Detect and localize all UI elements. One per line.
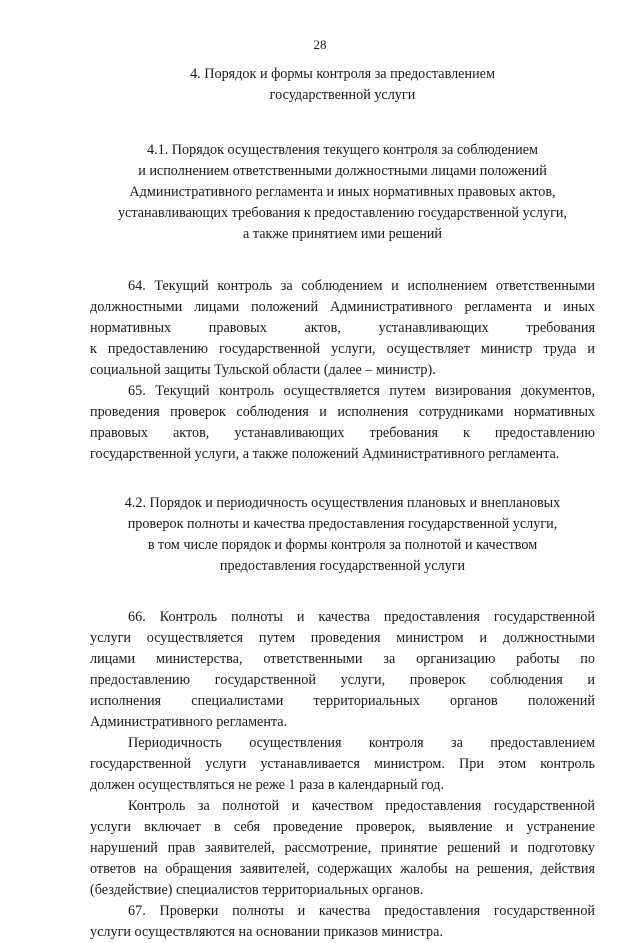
heading-line: 4.1. Порядок осуществления текущего контроля за соблюдением [146, 142, 539, 158]
paragraph-64 [90, 276, 595, 381]
paragraph-line: нормативных правовых актов, устанавливающих требования [90, 320, 595, 336]
heading-line: проверок полноты и качества предоставления государственной услуги, [127, 516, 558, 532]
paragraph-line: услуги осуществляются на основании приказов министра. [90, 924, 443, 940]
paragraph-line: 66. Контроль полноты и качества предоставления государственной [128, 609, 595, 625]
paragraph-periodicity [90, 733, 595, 796]
paragraph-line: 67. Проверки полноты и качества предоставления государственной [128, 903, 595, 919]
heading-line: в том числе порядок и формы контроля за полнотой и качеством [147, 537, 538, 553]
heading-line: 4. Порядок и формы контроля за предоставлением [190, 66, 495, 82]
paragraph-line: должен осуществляться не реже 1 раза в календарный год. [90, 777, 445, 793]
section-4-heading [90, 64, 595, 106]
heading-line: государственной услуги [269, 87, 416, 103]
paragraph-line: 64. Текущий контроль за соблюдением и исполнением ответственными [128, 278, 595, 294]
heading-line: 4.2. Порядок и периодичность осуществления плановых и внеплановых [124, 495, 561, 511]
heading-line: устанавливающих требования к предоставлению государственной услуги, [117, 205, 568, 221]
section-4-2-heading [90, 493, 595, 577]
paragraph-line: услуги включает в себя проведение проверок, выявление и устранение [90, 819, 595, 835]
heading-line: предоставления государственной услуги [219, 558, 466, 574]
paragraph-line: государственной услуги устанавливается министром. При этом контроль [90, 756, 595, 772]
paragraph-67 [90, 901, 595, 943]
paragraph-line: к предоставлению государственной услуги, осуществляет министр труда и [90, 341, 595, 357]
section-4-1-body [90, 276, 595, 465]
paragraph-line: ответов на обращения заявителей, содержащих жалобы на решения, действия [90, 861, 595, 877]
paragraph-line: правовых актов, устанавливающих требования к предоставлению [90, 425, 595, 441]
page-number: 28 [313, 37, 327, 52]
paragraph-line: 65. Текущий контроль осуществляется путем визирования документов, [128, 383, 595, 399]
section-4-2-body [90, 607, 595, 943]
heading-line: а также принятием ими решений [243, 226, 442, 242]
paragraph-66 [90, 607, 595, 733]
document-content [90, 64, 595, 943]
paragraph-line: исполнения специалистами территориальных органов положений [90, 693, 595, 709]
heading-line: Административного регламента и иных нормативных правовых актов, [129, 184, 556, 200]
paragraph-65 [90, 381, 595, 465]
paragraph-line: Периодичность осуществления контроля за предоставлением [128, 735, 595, 751]
paragraph-line: нарушений прав заявителей, рассмотрение, принятие решений и подготовку [90, 840, 595, 856]
paragraph-line: социальной защиты Тульской области (далее – министр). [90, 362, 436, 378]
section-4-1-heading [90, 140, 595, 245]
paragraph-line: предоставлению государственной услуги, проверок соблюдения и [90, 672, 595, 688]
heading-line: и исполнением ответственными должностными лицами положений [138, 163, 547, 179]
paragraph-line: Контроль за полнотой и качеством предоставления государственной [128, 798, 595, 814]
paragraph-control-scope [90, 796, 595, 901]
paragraph-line: лицами министерства, ответственными за организацию работы по [90, 651, 595, 667]
paragraph-line: Административного регламента. [90, 714, 288, 730]
paragraph-line: проведения проверок соблюдения и исполнения сотрудниками нормативных [90, 404, 595, 420]
paragraph-line: услуги осуществляется путем проведения министром и должностными [90, 630, 595, 646]
paragraph-line: должностными лицами положений Административного регламента и иных [90, 299, 595, 315]
paragraph-line: (бездействие) специалистов территориальных органов. [90, 882, 424, 898]
paragraph-line: государственной услуги, а также положений Административного регламента. [90, 446, 560, 462]
